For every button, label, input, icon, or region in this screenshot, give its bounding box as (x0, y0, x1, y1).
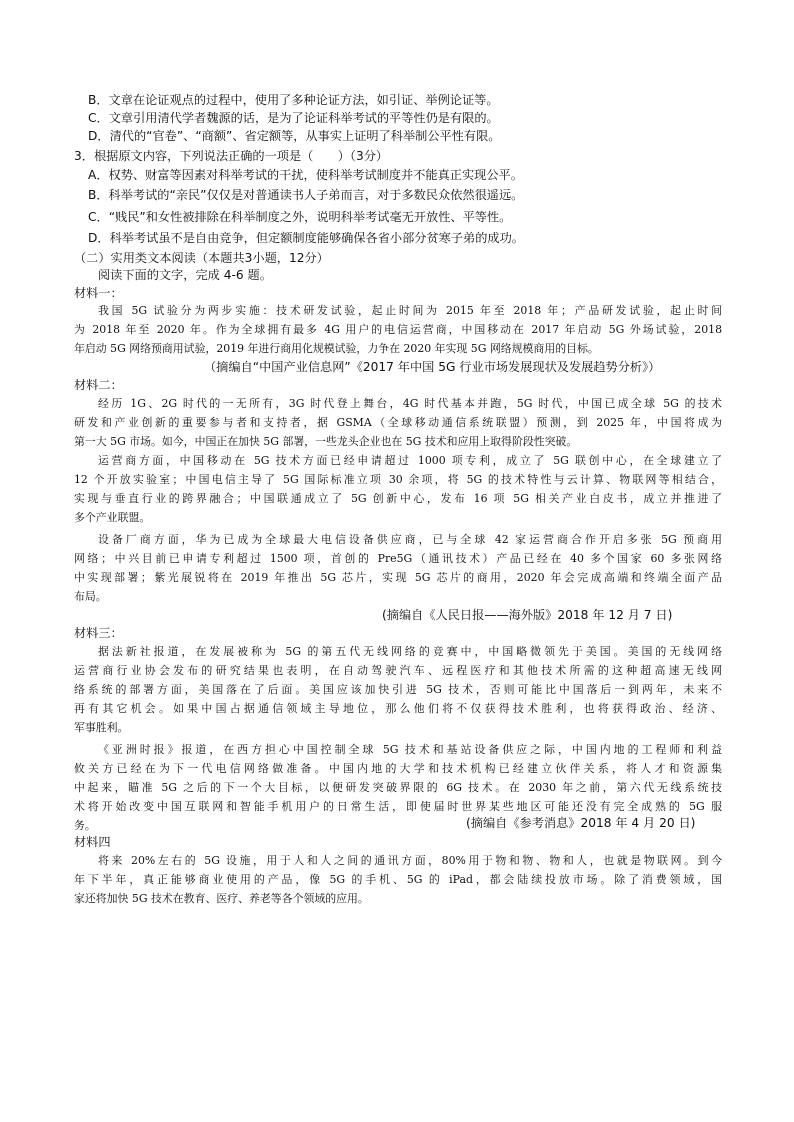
material3-p2-line: 中起来，瞄准 5G 之后的下一个大目标，以便研发突破界限的 6G 技术。在 2030 年之前，第六代无线系统技 (74, 781, 722, 794)
material1-line: 为 2018 年至 2020 年。作为全球拥有最多 4G 用户的电信运营商，中国移动在 2017 年启动 5G 外场试验，2018 (74, 323, 722, 336)
material2-p1-line: 第一大 5G 市场。如今，中国正在加快 5G 部署，一些龙头企业也在 5G 技术和应用上取得阶段性突破。 (74, 435, 578, 448)
material3-p2-line: 术将开始改变中国互联网和智能手机用户的日常生活，即使届时世界某些地区可能还没有完全成熟的 5G 服 (74, 800, 722, 813)
section-instruction: 阅读下面的文字，完成 4-6 题。 (98, 268, 272, 282)
material1-line: 年启动 5G 网络预商用试验，2019 年进行商用化规模试验，力争在 2020 年实现 5G 网络规模商用的目标。 (74, 342, 599, 355)
material2-label: 材料二： (74, 378, 123, 392)
material2-p2-line: 运营商方面，中国移动在 5G 技术方面已经申请超过 1000 项专利，成立了 5G 联创中心，在全球建立了 (98, 454, 722, 467)
material3-p1-line: 络系统的部署方面，美国落在了后面。美国应该加快引进 5G 技术，否则可能比中国落后一到两年，未来不 (74, 683, 722, 696)
q3-option-c: C．“贱民”和女性被排除在科举制度之外，说明科举考试毫无开放性、平等性。 (88, 210, 512, 224)
material2-p3-line: 设备厂商方面，华为已成为全球最大电信设备供应商，已与全球 42 家运营商合作开启多张 5G 预商用 (98, 533, 722, 546)
q2-option-c: C．文章引用清代学者魏源的话，是为了论证科举考试的平等性仍是有限的。 (88, 111, 499, 125)
material1-source: （摘编自“中国产业信息网”《2017 年中国 5G 行业市场发展现状及发展趋势分析》） (204, 360, 661, 374)
q2-option-d: D．清代的“官卷”、“商额”、省定额等，从事实上证明了科举制公平性有限。 (88, 129, 501, 143)
material3-p2-line: 攸关方已经在为下一代电信网络做准备。中国内地的大学和技术机构已经建立伙伴关系，将人才和资源集 (74, 762, 722, 775)
material1-label: 材料一： (74, 286, 123, 300)
material2-p3-line: 中实现部署；紫光展锐将在 2019 年推出 5G 芯片，实现 5G 芯片的商用，2020 年会完成高端和终端全面产品 (74, 571, 722, 584)
material2-p1-line: 经历 1G、2G 时代的一无所有，3G 时代登上舞台，4G 时代基本并跑，5G 时代，中国已成全球 5G 的技术 (98, 397, 722, 410)
material2-p3-line: 网络；中兴目前已申请专利超过 1500 项，首创的 Pre5G（通讯技术）产品已经在 40 多个国家 60 多张网络 (74, 552, 722, 565)
material4-line: 家还将加快 5G 技术在教育、医疗、养老等各个领域的应用。 (74, 892, 369, 905)
material3-p1-line: 再有其它机会。如果中国占据通信领域主导地位，那么他们将不仅获得技术胜利，也将获得政治、经济、 (74, 702, 722, 715)
material2-p1-line: 研发和产业创新的重要参与者和支持者，据 GSMA（全球移动通信系统联盟）预测，到 2025 年，中国将成为 (74, 416, 722, 429)
material3-p1-line: 运营商行业协会发布的研究结果也表明，在自动驾驶汽车、远程医疗和其他技术所需的这种超高速无线网 (74, 664, 722, 677)
material3-p2-line: 务。 (74, 819, 96, 832)
material2-source: (摘编自《人民日报——海外版》2018 年 12 月 7 日) (382, 608, 673, 622)
section-heading: （二）实用类文本阅读（本题共3小题，12分） (74, 251, 329, 265)
q2-option-b: B．文章在论证观点的过程中，使用了多种论证方法，如引证、举例论证等。 (88, 93, 499, 107)
q3-stem: 3．根据原文内容，下列说法正确的一项是（ ）（3分） (74, 149, 389, 163)
material2-p3-line: 布局。 (74, 590, 107, 603)
material2-p2-line: 12 个开放实验室；中国电信主导了 5G 国际标准立项 30 余项，将 5G 的技术特性与云计算、物联网等相结合， (74, 473, 722, 486)
material3-p1-line: 据法新社报道，在发展被称为 5G 的第五代无线网络的竞赛中，中国略微领先于美国。美国的无线网络 (98, 645, 722, 658)
material3-source: (摘编自《参考消息》2018 年 4 月 20 日) (466, 816, 696, 830)
q3-option-b: B．科举考试的“亲民”仅仅是对普通读书人子弟而言，对于多数民众依然很遥远。 (88, 188, 524, 202)
material2-p2-line: 多个产业联盟。 (74, 511, 151, 524)
material3-p1-line: 军事胜利。 (74, 721, 129, 734)
material4-line: 将来 20%左右的 5G 设施，用于人和人之间的通讯方面，80%用于物和物、物和人，也就是物联网。到今 (98, 854, 722, 867)
q3-option-d: D．科举考试虽不是自由竞争，但定额制度能够确保各省小部分贫寒子弟的成功。 (88, 231, 524, 245)
material4-line: 年下半年，真正能够商业使用的产品，像 5G 的手机、5G 的 iPad，都会陆续投放市场。除了消费领域，国 (74, 873, 722, 886)
material3-label: 材料三： (74, 626, 123, 640)
material1-line: 我国 5G 试验分为两步实施：技术研发试验，起止时间为 2015 年至 2018 年；产品研发试验，起止时间 (98, 304, 722, 317)
q3-option-a: A．权势、财富等因素对科举考试的干扰，使科举考试制度并不能真正实现公平。 (88, 168, 523, 182)
material3-p2-line: 《亚洲时报》报道，在西方担心中国控制全球 5G 技术和基站设备供应之际，中国内地的工程师和利益 (98, 743, 722, 756)
material2-p2-line: 实现与垂直行业的跨界融合；中国联通成立了 5G 创新中心，发布 16 项 5G 相关产业白皮书，成立并推进了 (74, 492, 722, 505)
material4-label: 材料四 (74, 835, 111, 849)
